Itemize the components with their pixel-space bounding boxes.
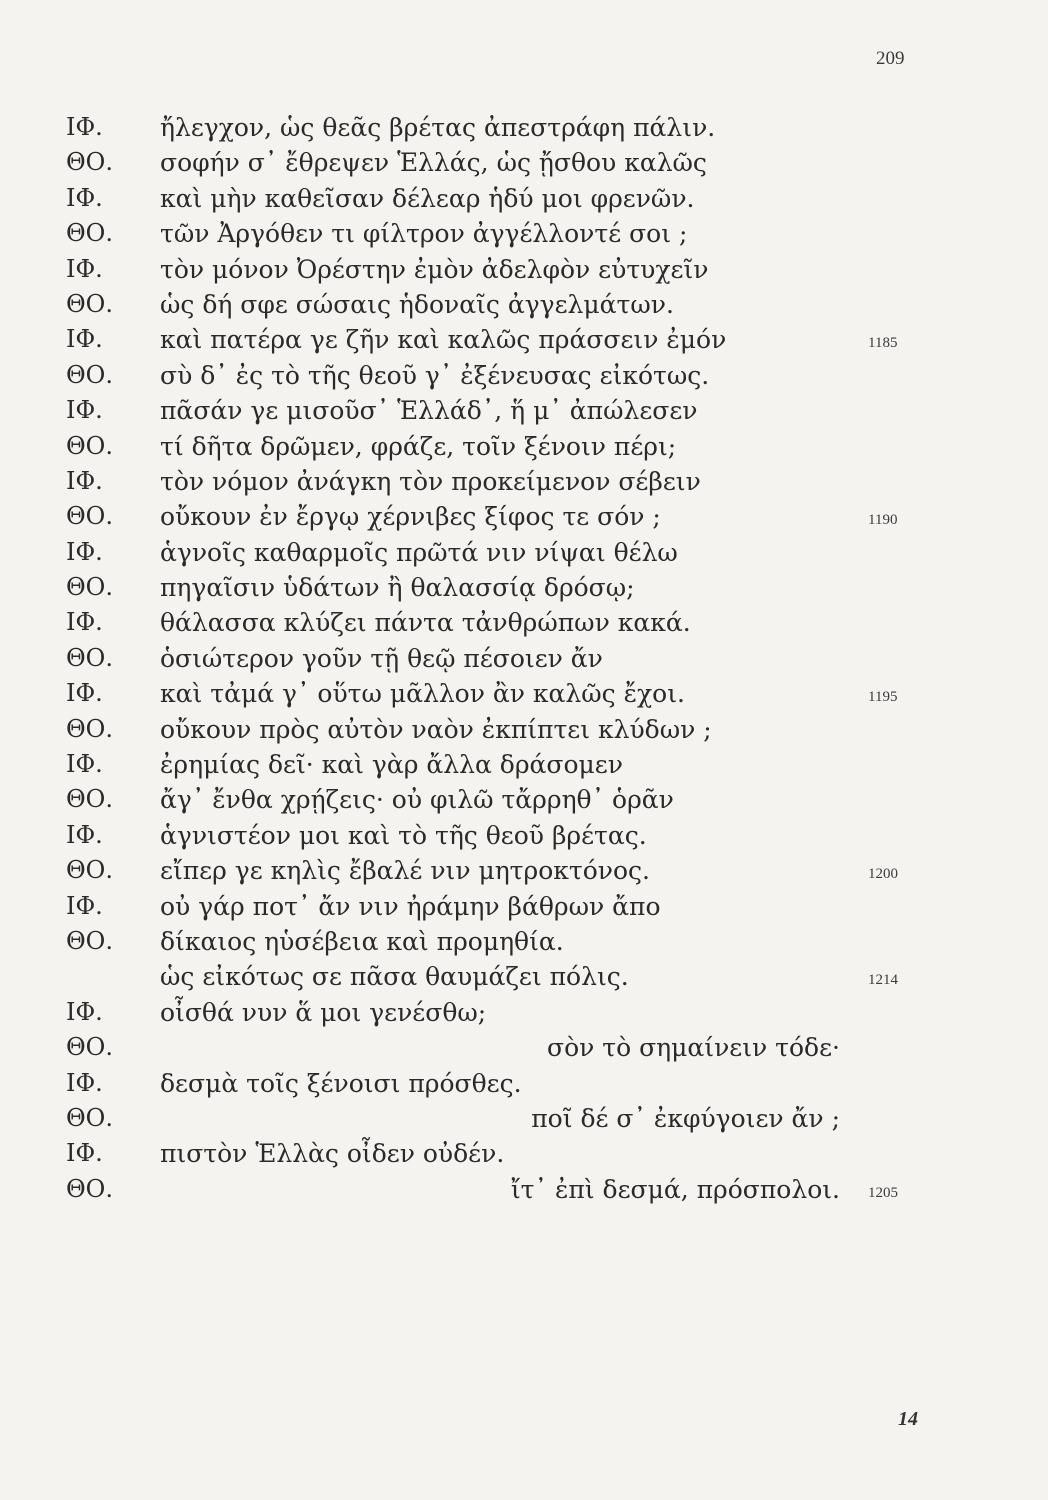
verse-line bbox=[0, 1172, 1048, 1207]
verse-line bbox=[0, 853, 1048, 888]
verse-line bbox=[0, 216, 1048, 251]
line-number: 1195 bbox=[868, 689, 898, 706]
verse-text: πηγαῖσιν ὑδάτων ἢ θαλασσίᾳ δρόσῳ; bbox=[160, 573, 635, 603]
speaker-label: ΘΟ. bbox=[66, 785, 113, 814]
speaker-label: ΘΟ. bbox=[66, 219, 113, 248]
speaker-label: ΙΦ. bbox=[66, 679, 103, 708]
verse-line bbox=[0, 712, 1048, 747]
speaker-label: ΙΦ. bbox=[66, 997, 103, 1026]
verse-text: δίκαιος ηὑσέβεια καὶ προμηθία. bbox=[160, 926, 564, 956]
speaker-label: ΘΟ. bbox=[66, 856, 113, 885]
verse-line bbox=[0, 605, 1048, 640]
verse-line bbox=[0, 358, 1048, 393]
line-number: 1214 bbox=[868, 972, 898, 989]
speaker-label: ΙΦ. bbox=[66, 820, 103, 849]
verse-line bbox=[0, 818, 1048, 853]
verse-line bbox=[0, 924, 1048, 959]
speaker-label: ΙΦ. bbox=[66, 254, 103, 283]
speaker-label: ΘΟ. bbox=[66, 926, 113, 955]
verse-line bbox=[0, 889, 1048, 924]
verse-line bbox=[0, 570, 1048, 605]
verse-text: θάλασσα κλύζει πάντα τἀνθρώπων κακά. bbox=[160, 608, 691, 638]
verse-text: πᾶσάν γε μισοῦσ᾽ Ἑλλάδ᾽, ἥ μ᾽ ἀπώλεσεν bbox=[160, 396, 698, 426]
speaker-label: ΘΟ. bbox=[66, 148, 113, 177]
verse-text: ὁσιώτερον γοῦν τῇ θεῷ πέσοιεν ἄν bbox=[160, 643, 603, 673]
speaker-label: ΘΟ. bbox=[66, 502, 113, 531]
verse-text: ποῖ δέ σ᾽ ἐκφύγοιεν ἄν ; bbox=[531, 1103, 840, 1133]
verse-text: ὡς δή σφε σώσαις ἡδοναῖς ἀγγελμάτων. bbox=[160, 289, 674, 319]
verse-text: σὸν τὸ σημαίνειν τόδε· bbox=[547, 1033, 840, 1063]
verse-text: οὔκουν ἐν ἔργῳ χέρνιβες ξίφος τε σόν ; bbox=[160, 502, 661, 532]
verse-text: ἤλεγχον, ὡς θεᾶς βρέτας ἀπεστράφη πάλιν. bbox=[160, 113, 716, 142]
verse-line bbox=[0, 181, 1048, 216]
verse-line bbox=[0, 676, 1048, 711]
verse-text: ἄγ᾽ ἔνθα χρῄζεις· οὐ φιλῶ τἄρρηθ᾽ ὁρᾶν bbox=[160, 785, 674, 815]
verse-line bbox=[0, 641, 1048, 676]
line-number: 1200 bbox=[868, 866, 898, 883]
verse-line bbox=[0, 747, 1048, 782]
verse-text: ἴτ᾽ ἐπὶ δεσμά, πρόσπολοι. bbox=[510, 1174, 840, 1204]
verse-line bbox=[0, 110, 1048, 145]
verse-text: καὶ πατέρα γε ζῆν καὶ καλῶς πράσσειν ἐμόν bbox=[160, 325, 727, 355]
verse-text: οἶσθά νυν ἅ μοι γενέσθω; bbox=[160, 997, 487, 1027]
verse-line bbox=[0, 1101, 1048, 1136]
speaker-label: ΘΟ. bbox=[66, 643, 113, 672]
verse-text: τῶν Ἀργόθεν τι φίλτρον ἀγγέλλοντέ σοι ; bbox=[160, 219, 688, 249]
verse-text: ἁγνοῖς καθαρμοῖς πρῶτά νιν νίψαι θέλω bbox=[160, 537, 678, 567]
verse-line bbox=[0, 995, 1048, 1030]
speaker-label: ΙΦ. bbox=[66, 891, 103, 920]
speaker-label: ΙΦ. bbox=[66, 325, 103, 354]
verse-line bbox=[0, 429, 1048, 464]
verse-text: οὐ γάρ ποτ᾽ ἄν νιν ἠράμην βάθρων ἄπο bbox=[160, 891, 661, 921]
line-number: 1185 bbox=[868, 335, 898, 352]
speaker-label: ΙΦ. bbox=[66, 1139, 103, 1168]
line-number: 1205 bbox=[868, 1184, 898, 1201]
verse-line bbox=[0, 959, 1048, 994]
speaker-label: ΘΟ. bbox=[66, 1033, 113, 1062]
verse-text: οὔκουν πρὸς αὐτὸν ναὸν ἐκπίπτει κλύδων ; bbox=[160, 714, 712, 744]
verse-line bbox=[0, 535, 1048, 570]
signature-mark: 14 bbox=[898, 1408, 918, 1430]
page-number: 209 bbox=[876, 48, 905, 69]
verse-line bbox=[0, 252, 1048, 287]
verse-text: ὡς εἰκότως σε πᾶσα θαυμάζει πόλις. bbox=[160, 962, 629, 992]
verse-line bbox=[0, 1066, 1048, 1101]
verse-line bbox=[0, 464, 1048, 499]
verse-text: πιστὸν Ἑλλὰς οἶδεν οὐδέν. bbox=[160, 1139, 505, 1169]
speaker-label: ΙΦ. bbox=[66, 537, 103, 566]
line-number: 1190 bbox=[868, 512, 898, 529]
speaker-label: ΘΟ. bbox=[66, 360, 113, 389]
speaker-label: ΙΦ. bbox=[66, 113, 103, 141]
verse-text: τί δῆτα δρῶμεν, φράζε, τοῖν ξένοιν πέρι; bbox=[160, 431, 677, 461]
speaker-label: ΘΟ. bbox=[66, 431, 113, 460]
speaker-label: ΘΟ. bbox=[66, 573, 113, 602]
verse-text: καὶ μὴν καθεῖσαν δέλεαρ ἡδύ μοι φρενῶν. bbox=[160, 183, 695, 213]
verse-text: δεσμὰ τοῖς ξένοισι πρόσθες. bbox=[160, 1068, 522, 1098]
verse-line bbox=[0, 287, 1048, 322]
verse-line bbox=[0, 393, 1048, 428]
verse-line bbox=[0, 1136, 1048, 1171]
verse-line bbox=[0, 1030, 1048, 1065]
speaker-label: ΙΦ. bbox=[66, 750, 103, 779]
verse-line bbox=[0, 145, 1048, 180]
verse-text: καὶ τἀμά γ᾽ οὕτω μᾶλλον ἂν καλῶς ἔχοι. bbox=[160, 679, 685, 709]
speaker-label: ΙΦ. bbox=[66, 608, 103, 637]
verse-text: εἴπερ γε κηλὶς ἔβαλέ νιν μητροκτόνος. bbox=[160, 856, 650, 886]
speaker-label: ΙΦ. bbox=[66, 396, 103, 425]
speaker-label: ΘΟ. bbox=[66, 1174, 113, 1203]
verse-text: τὸν νόμον ἀνάγκη τὸν προκείμενον σέβειν bbox=[160, 466, 701, 496]
speaker-label: ΘΟ. bbox=[66, 289, 113, 318]
speaker-label: ΘΟ. bbox=[66, 1103, 113, 1132]
verse-text: σὺ δ᾽ ἐς τὸ τῆς θεοῦ γ᾽ ἐξένευσας εἰκότως. bbox=[160, 360, 710, 390]
speaker-label: ΙΦ. bbox=[66, 183, 103, 212]
verse-line bbox=[0, 782, 1048, 817]
verse-text: τὸν μόνον Ὀρέστην ἐμὸν ἀδελφὸν εὐτυχεῖν bbox=[160, 254, 709, 284]
speaker-label: ΘΟ. bbox=[66, 714, 113, 743]
verse-line bbox=[0, 499, 1048, 534]
verse-lines bbox=[0, 110, 1048, 1207]
speaker-label: ΙΦ. bbox=[66, 1068, 103, 1097]
verse-text: σοφήν σ᾽ ἔθρεψεν Ἑλλάς, ὡς ᾔσθου καλῶς bbox=[160, 148, 707, 178]
verse-text: ἐρημίας δεῖ· καὶ γὰρ ἄλλα δράσομεν bbox=[160, 750, 623, 780]
verse-text: ἁγνιστέον μοι καὶ τὸ τῆς θεοῦ βρέτας. bbox=[160, 820, 647, 850]
verse-line bbox=[0, 322, 1048, 357]
speaker-label: ΙΦ. bbox=[66, 466, 103, 495]
